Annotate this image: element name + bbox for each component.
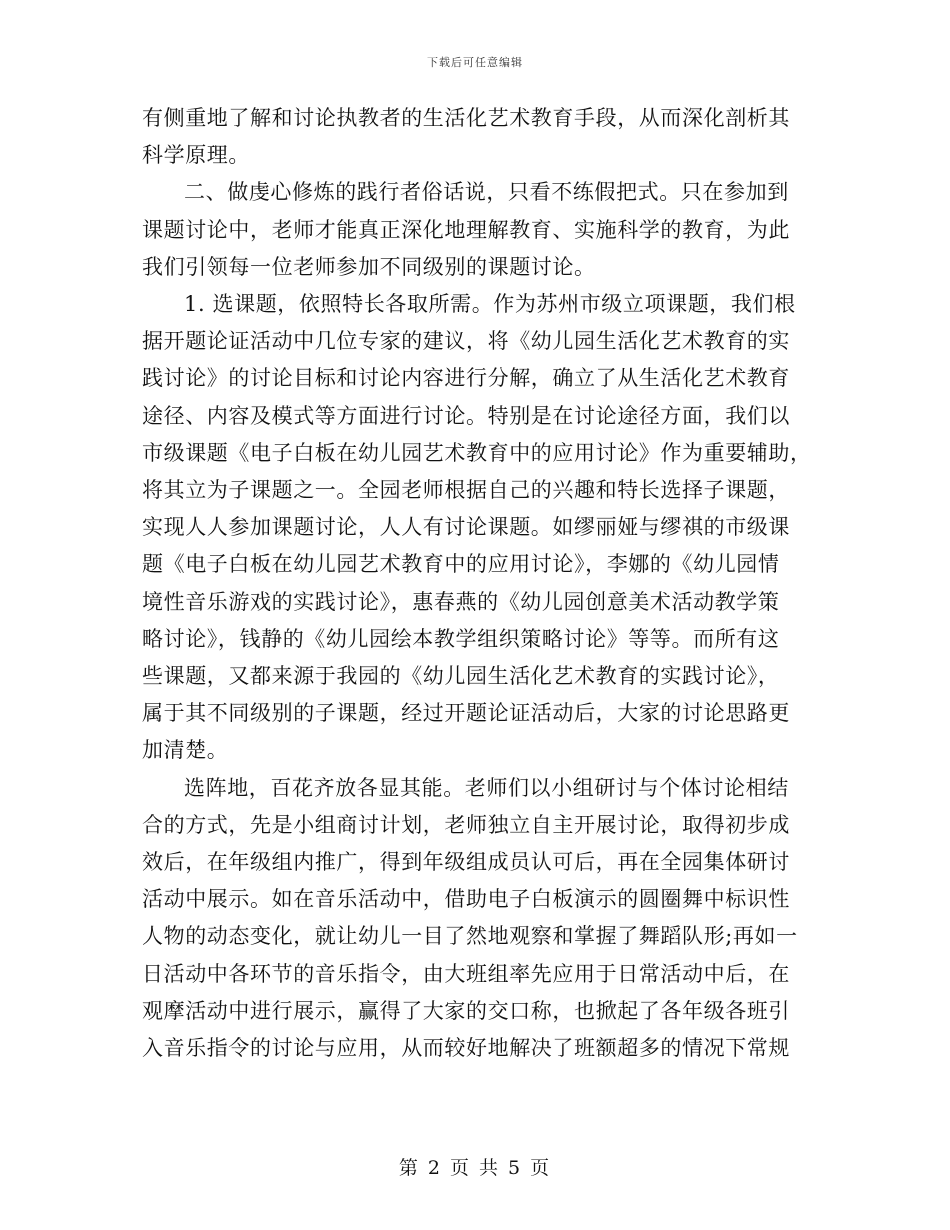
text-line: 观摩活动中进行展示，赢得了大家的交口称，也掀起了各年级各班引	[142, 998, 790, 1023]
text-line: 人物的动态变化，就让幼儿一目了然地观察和掌握了舞蹈队形;再如一	[142, 924, 798, 949]
page-footer: 第 2 页 共 5 页	[398, 1157, 552, 1179]
text-line: 活动中展示。如在音乐活动中，借助电子白板演示的圆圈舞中标识性	[142, 887, 790, 912]
text-line: 1. 选课题，依照特长各取所需。作为苏州市级立项课题，我们根	[184, 292, 796, 317]
text-line: 选阵地，百花齐放各显其能。老师们以小组研讨与个体讨论相结	[184, 775, 789, 800]
text-line: 实现人人参加课题讨论，人人有讨论课题。如缪丽娅与缪祺的市级课	[142, 515, 790, 540]
text-line: 科学原理。	[142, 143, 250, 168]
text-line: 些课题，又都来源于我园的《幼儿园生活化艺术教育的实践讨论》，	[142, 664, 780, 689]
text-line: 践讨论》的讨论目标和讨论内容进行分解，确立了从生活化艺术教育	[142, 366, 790, 391]
paragraph-item-one	[142, 286, 812, 770]
document-body	[142, 100, 812, 1067]
text-line: 题《电子白板在幼儿园艺术教育中的应用讨论》，李娜的《幼儿园情	[142, 552, 780, 577]
page-header: 下载后可任意编辑	[427, 56, 523, 69]
paragraph-intro	[142, 100, 808, 174]
text-line: 我们引领每一位老师参加不同级别的课题讨论。	[142, 254, 596, 279]
paragraph-item-two	[142, 770, 808, 1068]
text-line: 入音乐指令的讨论与应用，从而较好地解决了班额超多的情况下常规	[142, 1036, 790, 1061]
text-line: 将其立为子课题之一。全园老师根据自己的兴趣和特长选择子课题，	[142, 478, 790, 503]
text-line: 属于其不同级别的子课题，经过开题论证活动后，大家的讨论思路更	[142, 701, 790, 726]
text-line: 途径、内容及模式等方面进行讨论。特别是在讨论途径方面，我们以	[142, 403, 790, 428]
text-line: 日活动中各环节的音乐指令，由大班组率先应用于日常活动中后，在	[142, 961, 790, 986]
text-line: 略讨论》，钱静的《幼儿园绘本教学组织策略讨论》等等。而所有这	[142, 626, 780, 651]
text-line: 有侧重地了解和讨论执教者的生活化艺术教育手段，从而深化剖析其	[142, 106, 790, 130]
text-line: 加清楚。	[142, 738, 229, 763]
text-line: 境性音乐游戏的实践讨论》，惠春燕的《幼儿园创意美术活动教学策	[142, 589, 780, 614]
text-line: 市级课题《电子白板在幼儿园艺术教育中的应用讨论》作为重要辅助，	[142, 440, 812, 465]
text-line: 合的方式，先是小组商讨计划，老师独立自主开展讨论，取得初步成	[142, 812, 790, 837]
text-line: 效后，在年级组内推广，得到年级组成员认可后，再在全园集体研讨	[142, 850, 790, 875]
text-line: 据开题论证活动中几位专家的建议，将《幼儿园生活化艺术教育的实	[142, 329, 790, 354]
paragraph-section-two	[142, 174, 808, 286]
text-line: 二、做虔心修炼的践行者俗话说，只看不练假把式。只在参加到	[184, 180, 789, 205]
text-line: 课题讨论中，老师才能真正深化地理解教育、实施科学的教育，为此	[142, 217, 790, 242]
